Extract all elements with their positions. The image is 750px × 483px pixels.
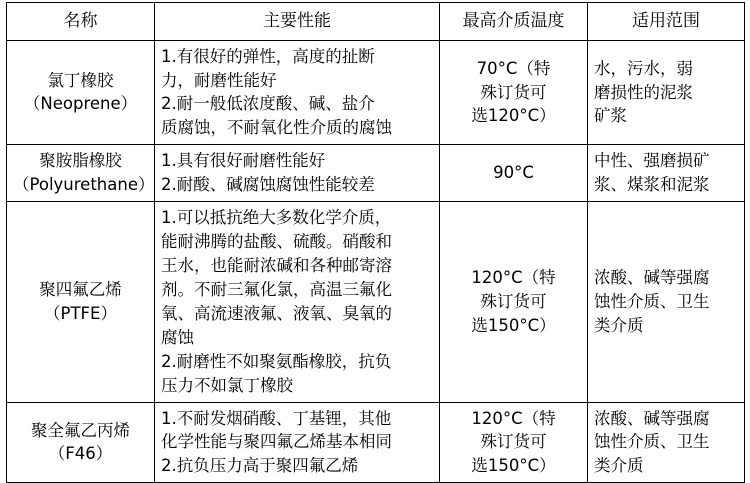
cell-material-name — [7, 40, 155, 145]
material-name-cn: 聚全氟乙丙烯 — [31, 420, 130, 440]
temperature-line: 选150°C） — [471, 315, 556, 335]
performance-line: 压力不如氯丁橡胶 — [161, 375, 293, 395]
cell-max-temperature — [440, 402, 588, 483]
material-name-cn: 聚胺脂橡胶 — [39, 151, 122, 171]
performance-line: 2.耐酸、碱腐蚀腐蚀性能较差 — [161, 175, 375, 195]
scope-line: 蚀性介质、卫生 — [594, 432, 710, 452]
cell-scope — [588, 402, 745, 483]
material-name-en: （PTFE） — [44, 303, 117, 323]
table-header — [7, 3, 745, 41]
cell-max-temperature — [440, 145, 588, 202]
performance-line: 2.耐磨性不如聚氨酯橡胶，抗负 — [161, 351, 392, 371]
material-name-cn: 氯丁橡胶 — [47, 70, 114, 90]
table-row — [7, 202, 745, 402]
table-row — [7, 40, 745, 145]
scope-line: 中性、强磨损矿 — [594, 151, 710, 171]
performance-line: 2.抗负压力高于聚四氟乙烯 — [161, 456, 359, 476]
temperature-line: 选120°C） — [471, 106, 556, 126]
table-row — [7, 402, 745, 483]
scope-line: 磨损性的泥浆 — [594, 82, 693, 102]
cell-performance — [155, 402, 440, 483]
cell-material-name — [7, 145, 155, 202]
material-name-en: （Neoprene） — [23, 94, 138, 114]
material-name-en: （F46） — [48, 444, 113, 464]
performance-line: 氧、高流速液氟、液氧、臭氧的 — [161, 303, 392, 323]
cell-scope — [588, 202, 745, 402]
performance-line: 力，耐磨性能好 — [161, 70, 277, 90]
temperature-line: 殊订货可 — [480, 432, 547, 452]
scope-line: 浆、煤浆和泥浆 — [594, 175, 710, 195]
performance-line: 王水，也能耐浓碱和各种邮寄溶 — [161, 256, 392, 276]
performance-line: 1.可以抵抗绝大多数化学介质， — [161, 208, 392, 228]
performance-line: 剂。不耐三氟化氯，高温三氟化 — [161, 279, 392, 299]
performance-line: 腐蚀 — [161, 327, 194, 347]
cell-performance — [155, 40, 440, 145]
performance-line: 1.具有很好耐磨性能好 — [161, 151, 326, 171]
column-header-max-temperature: 最高介质温度 — [440, 3, 588, 41]
scope-line: 矿浆 — [594, 106, 627, 126]
cell-performance — [155, 145, 440, 202]
column-header-scope: 适用范围 — [588, 3, 745, 41]
temperature-line: 选150°C） — [471, 456, 556, 476]
temperature-line: 殊订货可 — [480, 291, 547, 311]
performance-line: 2.耐一般低浓度酸、碱、盐介 — [161, 94, 375, 114]
performance-line: 1.有很好的弹性，高度的扯断 — [161, 46, 375, 66]
cell-material-name — [7, 402, 155, 483]
scope-line: 类介质 — [594, 315, 644, 335]
column-header-performance: 主要性能 — [155, 3, 440, 41]
table-header-row — [7, 3, 745, 41]
scope-line: 浓酸、碱等强腐 — [594, 408, 710, 428]
table-body — [7, 40, 745, 483]
table-row — [7, 145, 745, 202]
temperature-line: 殊订货可 — [480, 82, 547, 102]
column-header-name: 名称 — [7, 3, 155, 41]
cell-max-temperature — [440, 40, 588, 145]
temperature-line: 120°C（特 — [471, 408, 556, 428]
scope-line: 类介质 — [594, 456, 644, 476]
performance-line: 质腐蚀，不耐氧化性介质的腐蚀 — [161, 118, 392, 138]
performance-line: 1.不耐发烟硝酸、丁基锂，其他 — [161, 408, 392, 428]
scope-line: 蚀性介质、卫生 — [594, 291, 710, 311]
temperature-line: 120°C（特 — [471, 267, 556, 287]
material-name-cn: 聚四氟乙烯 — [39, 279, 122, 299]
performance-line: 能耐沸腾的盐酸、硫酸。硝酸和 — [161, 232, 392, 252]
lining-material-table — [6, 2, 745, 483]
scope-line: 浓酸、碱等强腐 — [594, 267, 710, 287]
cell-scope — [588, 145, 745, 202]
material-name-en: （Polyurethane） — [13, 175, 155, 195]
cell-max-temperature — [440, 202, 588, 402]
temperature-line: 70°C（特 — [476, 58, 551, 78]
cell-scope — [588, 40, 745, 145]
performance-line: 化学性能与聚四氟乙烯基本相同 — [161, 432, 392, 452]
cell-material-name — [7, 202, 155, 402]
scope-line: 水，污水，弱 — [594, 58, 693, 78]
temperature-line: 90°C — [493, 163, 534, 183]
cell-performance — [155, 202, 440, 402]
